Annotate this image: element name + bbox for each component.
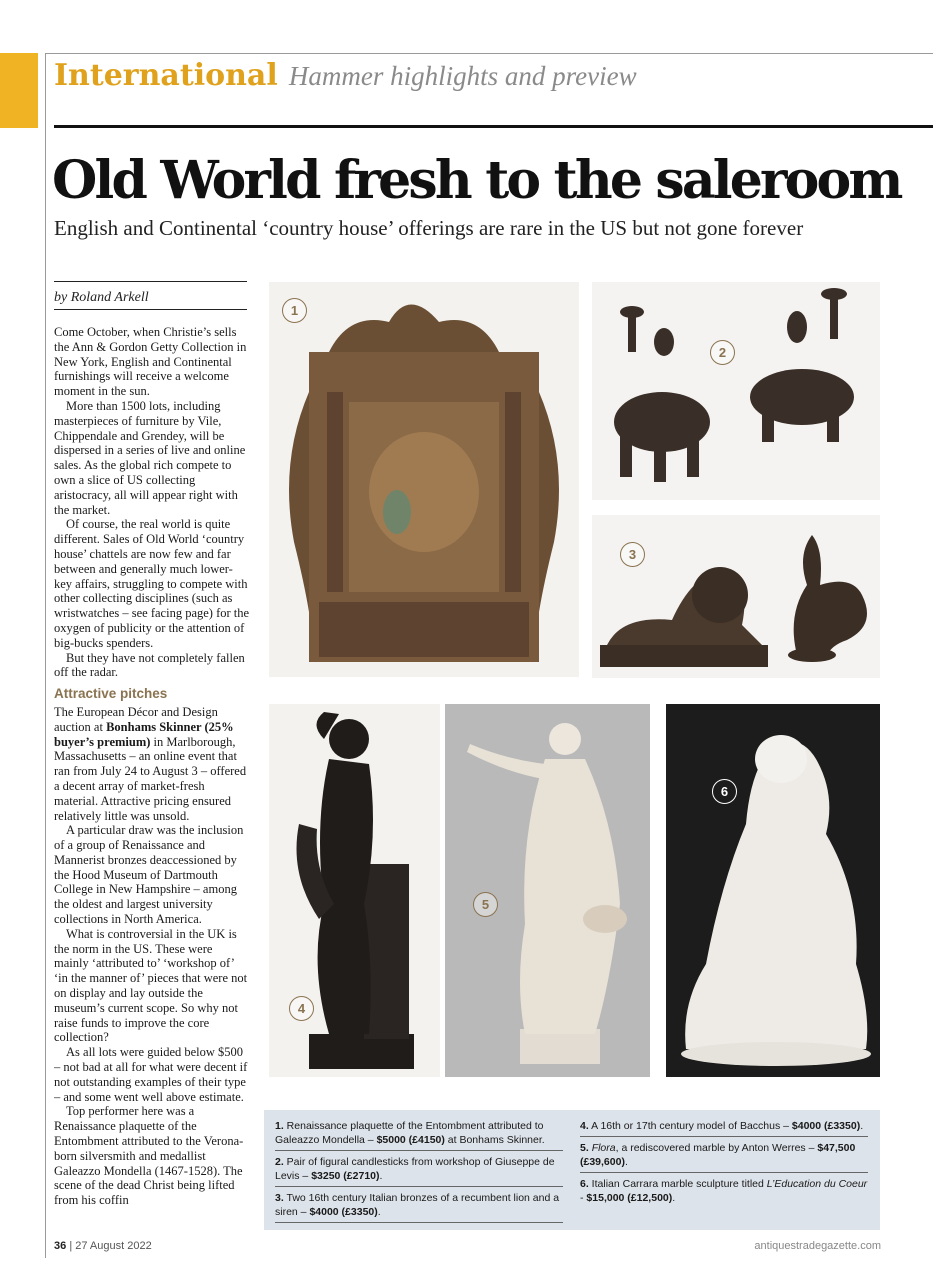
website-url: antiquestradegazette.com bbox=[754, 1240, 881, 1252]
top-border-rule bbox=[45, 53, 933, 54]
body-paragraph: Top performer here was a Renaissance plaquette of the Entombment attributed to the Verona-born silversmith and medallist Galeazzo Mondella (1467-1528). The scene of the dead Christ being lifted from his coffin bbox=[54, 1104, 244, 1208]
section-title: International bbox=[54, 58, 278, 93]
body-paragraph: But they have not completely fallen off the radar. bbox=[54, 650, 245, 680]
body-paragraph: More than 1500 lots, including masterpieces of furniture by Vile, Chippendale and Grendey, will be dispersed in a series of live and online sales. As the global rich compete to own a slice of US collecting aristocracy, all will appear right with the market. bbox=[54, 398, 246, 517]
section-header bbox=[54, 58, 637, 93]
caption-1: 1. Renaissance plaquette of the Entombment attributed to Galeazzo Mondella – $5000 (£4150) at Bonhams Skinner. bbox=[275, 1119, 563, 1151]
caption-5: 5. Flora, a rediscovered marble by Anton Werres – $47,500 (£39,600). bbox=[580, 1141, 868, 1173]
caption-6: 6. Italian Carrara marble sculpture titled L’Education du Coeur - $15,000 (£12,500). bbox=[580, 1178, 868, 1204]
page-number: 36 bbox=[54, 1240, 67, 1252]
image-bacchus bbox=[269, 704, 440, 1077]
left-border-rule bbox=[45, 53, 46, 1258]
caption-4: 4. A 16th or 17th century model of Bacchus – $4000 (£3350). bbox=[580, 1119, 868, 1137]
auction-house-name: Bonhams Skinner (25% buyer’s premium) bbox=[54, 719, 234, 749]
body-paragraph: A particular draw was the inclusion of a group of Renaissance and Mannerist bronzes deaccessioned by the Hood Museum of Dartmouth College in New Hampshire – among the oldest and largest university collections in North America. bbox=[54, 823, 244, 927]
captions-left-column bbox=[275, 1119, 563, 1227]
body-paragraph: Come October, when Christie’s sells the Ann & Gordon Getty Collection in New York, English and Continental furnishings will receive a welcome moment in the sun. bbox=[54, 325, 247, 399]
body-paragraph: As all lots were guided below $500 – not bad at all for what were decent if not outstanding examples of their type – and some went well above estimate. bbox=[54, 1045, 248, 1104]
caption-2: 2. Pair of figural candlesticks from workshop of Giuseppe de Levis – $3250 (£2710). bbox=[275, 1155, 563, 1187]
body-paragraph: What is controversial in the UK is the norm in the US. These were mainly ‘attributed to’ ‘workshop of’ ‘in the manner of’ pieces that were not on display and lay outside the museum’s current scope. So why not raise funds to improve the core collection? bbox=[54, 926, 248, 1045]
image-number-badge: 4 bbox=[289, 996, 314, 1021]
article-body bbox=[54, 325, 250, 1230]
captions-panel bbox=[264, 1110, 880, 1230]
byline-box bbox=[54, 281, 247, 310]
page-footer-left bbox=[54, 1240, 152, 1252]
caption-3: 3. Two 16th century Italian bronzes of a recumbent lion and a siren – $4000 (£3350). bbox=[275, 1191, 563, 1223]
image-number-badge: 2 bbox=[710, 340, 735, 365]
image-education-du-coeur bbox=[666, 704, 880, 1077]
image-number-badge: 3 bbox=[620, 542, 645, 567]
header-rule bbox=[54, 125, 933, 128]
image-number-badge: 1 bbox=[282, 298, 307, 323]
image-flora bbox=[445, 704, 650, 1077]
image-plaquette bbox=[269, 282, 579, 677]
image-lion-siren bbox=[592, 515, 880, 678]
section-color-tab bbox=[0, 53, 38, 128]
byline: by Roland Arkell bbox=[54, 290, 149, 305]
image-candlesticks bbox=[592, 282, 880, 500]
standfirst: English and Continental ‘country house’ offerings are rare in the US but not gone forever bbox=[54, 216, 804, 240]
image-number-badge: 5 bbox=[473, 892, 498, 917]
body-paragraph: The European Décor and Design auction at Bonhams Skinner (25% buyer’s premium) in Marlborough, Massachusetts – an online event that ran from July 24 to August 3 – offered a decent array of market-fresh material. Attractive pricing ensured relatively little was unsold. bbox=[54, 704, 247, 823]
image-number-badge: 6 bbox=[712, 779, 737, 804]
section-subtitle: Hammer highlights and preview bbox=[288, 61, 637, 91]
headline: Old World fresh to the saleroom bbox=[52, 150, 901, 211]
issue-date: 27 August 2022 bbox=[75, 1240, 152, 1252]
body-paragraph: Of course, the real world is quite different. Sales of Old World ‘country house’ chattels are now few and far between and generally much lower-key affairs, struggling to compete with other collecting disciplines (such as wristwatches – see facing page) for the oxygen of publicity or the attention of big-bucks spenders. bbox=[54, 517, 250, 650]
captions-right-column bbox=[580, 1119, 868, 1212]
subhead: Attractive pitches bbox=[54, 686, 168, 702]
footer-separator: | bbox=[69, 1240, 73, 1252]
